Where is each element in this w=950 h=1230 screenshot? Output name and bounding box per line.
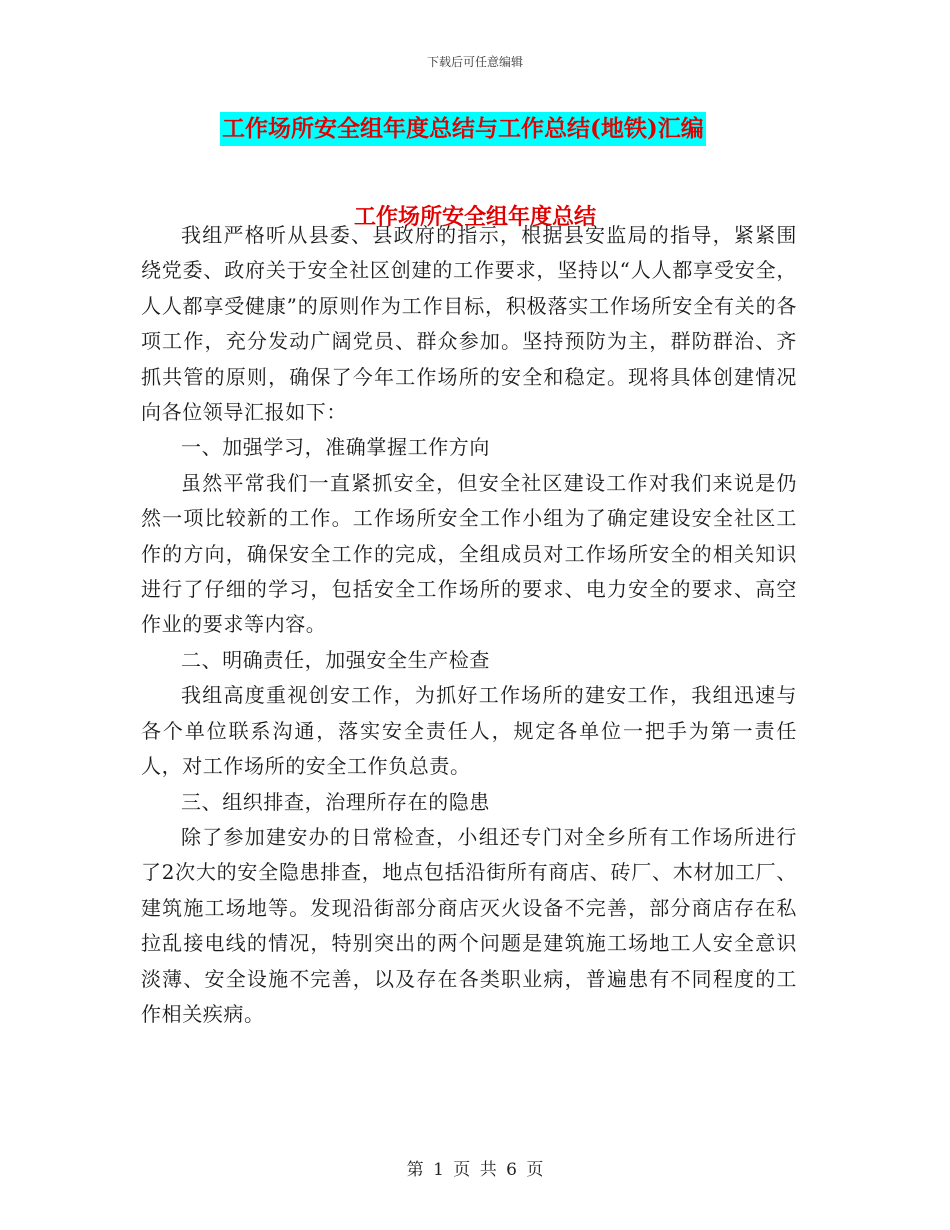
paragraph-intro: 我组严格听从县委、县政府的指示，根据县安监局的指导，紧紧围绕党委、政府关于安全社区创建的工作要求，坚持以“人人都享受安全，人人都享受健康”的原则作为工作目标，积极落实工作场所安全有关的各项工作，充分发动广阔党员、群众参加。坚持预防为主，群防群治、齐抓共管的原则，确保了今年工作场所的安全和稳定。现将具体创建情况向各位领导汇报如下：: [141, 223, 797, 425]
document-main-title: 工作场所安全组年度总结与工作总结(地铁)汇编: [220, 112, 706, 146]
paragraph-responsibility: 我组高度重视创安工作，为抓好工作场所的建安工作，我组迅速与各个单位联系沟通，落实安全责任人，规定各单位一把手为第一责任人，对工作场所的安全工作负总责。: [141, 683, 797, 779]
paragraph-study: 虽然平常我们一直紧抓安全，但安全社区建设工作对我们来说是仍然一项比较新的工作。工作场所安全工作小组为了确定建设安全社区工作的方向，确保安全工作的完成，全组成员对工作场所安全的相关知识进行了仔细的学习，包括安全工作场所的要求、电力安全的要求、高空作业的要求等内容。: [141, 470, 797, 637]
page-number: 第 1 页 共 6 页: [406, 1160, 544, 1180]
document-body: [141, 218, 797, 1032]
paragraph-inspection: 除了参加建安办的日常检查，小组还专门对全乡所有工作场所进行了2次大的安全隐患排查，地点包括沿街所有商店、砖厂、木材加工厂、建筑施工场地等。发现沿街部分商店灭火设备不完善，部分商店存在私拉乱接电线的情况，特别突出的两个问题是建筑施工场地工人安全意识淡薄、安全设施不完善，以及存在各类职业病，普遍患有不同程度的工作相关疾病。: [141, 824, 797, 1026]
subheading-responsibility: 二、明确责任，加强安全生产检查: [181, 647, 490, 672]
header-note: 下载后可任意编辑: [426, 55, 523, 69]
section-title: 工作场所安全组年度总结: [353, 204, 596, 230]
subheading-study: 一、加强学习，准确掌握工作方向: [181, 435, 490, 460]
subheading-inspection: 三、组织排查，治理所存在的隐患: [181, 789, 490, 814]
